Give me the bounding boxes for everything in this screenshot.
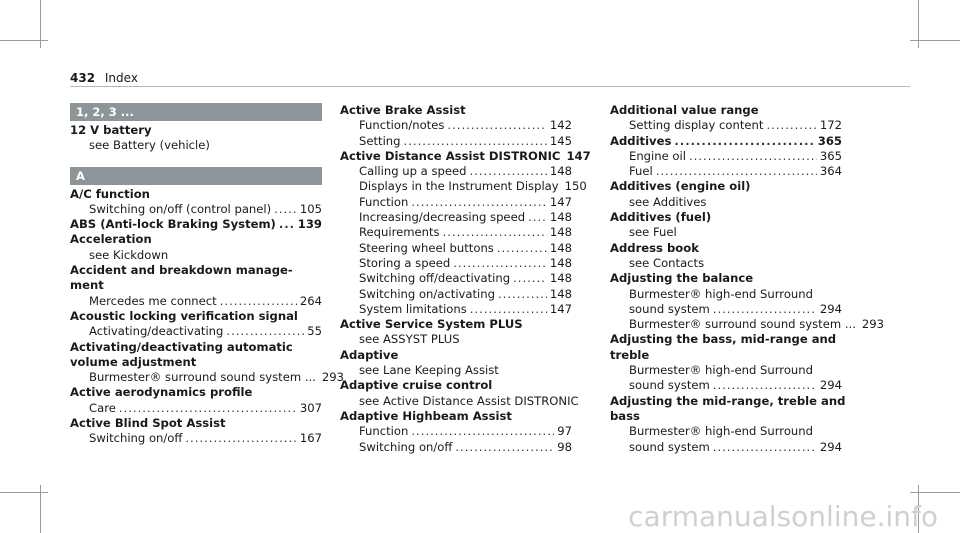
index-entry[interactable] [70,217,322,231]
entry-text: see Kickdown [89,247,169,262]
page-reference[interactable]: 147 [566,148,591,163]
index-column-2 [340,103,591,455]
index-entry [70,123,322,137]
index-column-3 [610,103,885,455]
entry-text: Burmester® high-end Surround [629,286,813,301]
entry-text: Acceleration [70,232,152,247]
entry-text: Setting [359,133,401,148]
page-reference[interactable]: 293 [321,370,345,385]
page-reference[interactable]: 150 [564,179,587,194]
page-reference[interactable]: 55 [307,324,322,339]
entry-text: Burmester® surround sound system ... [89,370,316,385]
index-subentry[interactable] [610,302,842,316]
dot-leader [226,324,304,338]
index-entry [70,340,322,354]
entry-text: Adaptive cruise control [340,378,493,393]
page-reference[interactable]: 145 [549,133,572,148]
dot-leader [498,287,547,301]
dot-leader [411,195,547,209]
index-entry [70,187,322,201]
index-subentry [70,138,322,152]
dot-leader [689,149,817,163]
index-subentry [340,393,579,408]
index-subentry[interactable] [610,378,842,392]
page-reference[interactable]: 293 [861,317,885,332]
index-subentry[interactable] [340,179,587,194]
entry-text: Requirements [359,225,440,240]
index-subentry [610,424,842,438]
index-subentry[interactable] [340,134,572,148]
index-entry [610,103,842,117]
entry-text: Adjusting the bass, mid-range and [610,332,837,347]
entry-text: Displays in the Instrument Display [359,179,559,194]
entry-text: Additives (engine oil) [610,179,751,194]
index-column-1 [70,103,345,447]
page-number: 432 [70,71,96,85]
page-reference[interactable]: 139 [297,217,322,232]
entry-text: Active Blind Spot Assist [70,416,226,431]
entry-text: Increasing/decreasing speed [359,210,526,225]
page-reference[interactable]: 294 [819,378,842,393]
page-reference[interactable]: 105 [299,201,322,216]
entry-text: Additives (fuel) [610,210,712,225]
index-subentry [610,363,842,377]
index-entry [340,378,572,392]
dot-leader [513,271,547,285]
entry-text: Burmester® high-end Surround [629,363,813,378]
index-subentry[interactable] [70,324,322,338]
index-entry [70,355,322,369]
index-subentry[interactable] [340,241,572,255]
page-reference[interactable]: 148 [549,286,572,301]
entry-text: sound system [629,439,710,454]
header-divider [70,86,910,87]
page-reference[interactable]: 148 [549,240,572,255]
dot-leader [453,256,547,270]
page-reference[interactable]: 148 [549,210,572,225]
entry-text: see Fuel [629,225,677,240]
index-subentry[interactable] [340,440,572,454]
page-reference[interactable]: 148 [549,225,572,240]
page-reference[interactable]: 167 [299,431,322,446]
page-reference[interactable]: 294 [819,301,842,316]
entry-text: Address book [610,240,699,255]
index-entry [610,271,842,285]
entry-text: Fuel [629,164,653,179]
dot-leader [656,164,817,178]
crop-mark [0,492,48,493]
index-subentry[interactable] [70,431,322,445]
dot-leader [447,118,546,132]
entry-text: treble [610,347,650,362]
dot-leader [674,134,814,148]
page-reference[interactable]: 264 [299,293,322,308]
dot-leader [404,134,547,148]
index-subentry[interactable] [340,195,572,209]
index-subentry [610,195,842,209]
entry-text: Additional value range [610,103,759,117]
index-entry [70,263,322,277]
dot-leader [119,401,297,415]
dot-leader [274,202,297,216]
page-reference[interactable]: 365 [819,148,842,163]
entry-text: Additives [610,133,672,148]
entry-text: Engine oil [629,148,686,163]
entry-text: sound system [629,301,710,316]
page-reference[interactable]: 365 [817,133,842,148]
index-subentry[interactable] [610,317,885,332]
dot-leader [766,118,816,132]
index-subentry[interactable] [70,202,322,216]
index-subentry [610,225,842,239]
entry-text: sound system [629,378,710,393]
entry-text: Active Distance Assist DISTRONIC [340,148,561,163]
index-entry [340,409,572,423]
page-reference[interactable]: 148 [549,271,572,286]
index-subentry[interactable] [340,287,572,301]
dot-leader [411,424,554,438]
index-entry [610,179,842,193]
page-reference[interactable]: 147 [549,301,572,316]
entry-text: Accident and breakdown manage- [70,263,293,278]
page-reference[interactable]: 148 [549,255,572,270]
index-subentry[interactable] [610,164,842,178]
index-subentry[interactable] [340,225,572,239]
index-subentry[interactable] [340,210,572,224]
entry-text: Burmester® surround sound system ... [629,317,856,332]
index-entry [340,103,572,117]
index-subentry[interactable] [70,370,345,385]
crop-mark [910,492,960,493]
entry-text: Acoustic locking verification signal [70,308,298,323]
index-subentry[interactable] [340,302,572,316]
index-subentry[interactable] [70,401,322,415]
entry-text: Activating/deactivating [89,324,224,339]
index-subentry[interactable] [610,149,842,163]
entry-text: see Additives [629,194,707,209]
entry-text: ABS (Anti-lock Braking System) [70,217,276,232]
entry-text: see ASSYST PLUS [359,332,460,347]
index-entry [70,232,322,246]
dot-leader [497,241,547,255]
page-reference[interactable]: 142 [549,118,572,133]
page-header [70,71,138,85]
entry-text: Active Service System PLUS [340,317,523,332]
page-reference[interactable]: 307 [299,400,322,415]
index-subentry[interactable] [340,271,572,285]
page-reference[interactable]: 147 [549,194,572,209]
dot-leader [470,302,547,316]
entry-text: see Battery (vehicle) [89,138,210,153]
entry-text: Setting display content [629,118,764,133]
entry-text: Adjusting the mid-range, treble and [610,393,846,408]
index-entry [610,409,842,423]
entry-text: Active aerodynamics profile [70,385,253,400]
index-entry [70,278,322,292]
index-entry [610,332,842,346]
dot-leader [443,225,547,239]
index-subentry [610,287,842,301]
dot-leader [185,431,296,445]
entry-text: Storing a speed [359,255,451,270]
page-reference[interactable]: 98 [557,439,572,454]
entry-text: Steering wheel buttons [359,240,494,255]
crop-mark [910,40,960,41]
entry-text: see Contacts [629,255,705,270]
entry-text: Mercedes me connect [89,293,217,308]
page-reference[interactable]: 97 [557,424,572,439]
entry-text: Calling up a speed [359,164,467,179]
entry-text: Function/notes [359,118,445,133]
entry-text: see Lane Keeping Assist [359,363,499,378]
entry-text: Adaptive Highbeam Assist [340,408,512,423]
index-subentry[interactable] [340,256,572,270]
section-header: 1, 2, 3 ... [70,103,322,121]
section-header: A [70,167,322,185]
index-subentry [340,332,572,346]
entry-text: Active Brake Assist [340,103,466,117]
index-entry [70,385,322,399]
page-title: Index [104,71,138,85]
entry-text: Adjusting the balance [610,271,754,286]
index-subentry[interactable] [610,118,842,132]
entry-text: A/C function [70,186,150,201]
dot-leader [455,440,554,454]
page-reference[interactable]: 172 [819,118,842,133]
watermark: carmanualsonline.info [628,500,938,533]
page-reference[interactable]: 294 [819,439,842,454]
index-entry [70,309,322,323]
entry-text: Switching on/off [89,431,183,446]
index-subentry[interactable] [70,294,322,308]
entry-text: volume adjustment [70,354,197,369]
dot-leader [713,440,817,454]
entry-text: System limitations [359,301,467,316]
page-reference[interactable]: 148 [549,164,572,179]
dot-leader [279,217,295,231]
entry-text: ment [70,278,104,293]
dot-leader [528,210,547,224]
dot-leader [469,164,546,178]
index-entry [610,393,846,408]
entry-text: Switching on/off [359,439,453,454]
index-subentry [340,363,572,377]
entry-text: Function [359,424,409,439]
dot-leader [713,302,817,316]
entry-text: Switching off/deactivating [359,271,511,286]
index-entry [610,241,842,255]
index-subentry[interactable] [340,424,572,438]
index-entry [340,348,572,362]
dot-leader [220,294,297,308]
entry-text: 12 V battery [70,123,152,137]
entry-text: Switching on/activating [359,286,495,301]
crop-mark [0,40,48,41]
index-subentry[interactable] [340,118,572,132]
index-subentry[interactable] [340,164,572,178]
entry-text: Burmester® high-end Surround [629,424,813,439]
index-entry[interactable] [340,148,591,163]
dot-leader [713,378,817,392]
index-subentry [70,248,322,262]
index-entry[interactable] [610,134,842,148]
entry-text: Function [359,194,409,209]
index-entry [340,317,572,331]
entry-text: bass [610,408,640,423]
index-entry [610,210,842,224]
entry-text: Activating/deactivating automatic [70,339,293,354]
entry-text: Switching on/off (control panel) [89,201,272,216]
entry-text: Care [89,400,116,415]
entry-text: Adaptive [340,347,399,362]
entry-text: see Active Distance Assist DISTRONIC [359,393,579,408]
index-subentry[interactable] [610,440,842,454]
index-entry [610,348,842,362]
page-reference[interactable]: 364 [819,164,842,179]
index-entry [70,416,322,430]
index-subentry [610,256,842,270]
